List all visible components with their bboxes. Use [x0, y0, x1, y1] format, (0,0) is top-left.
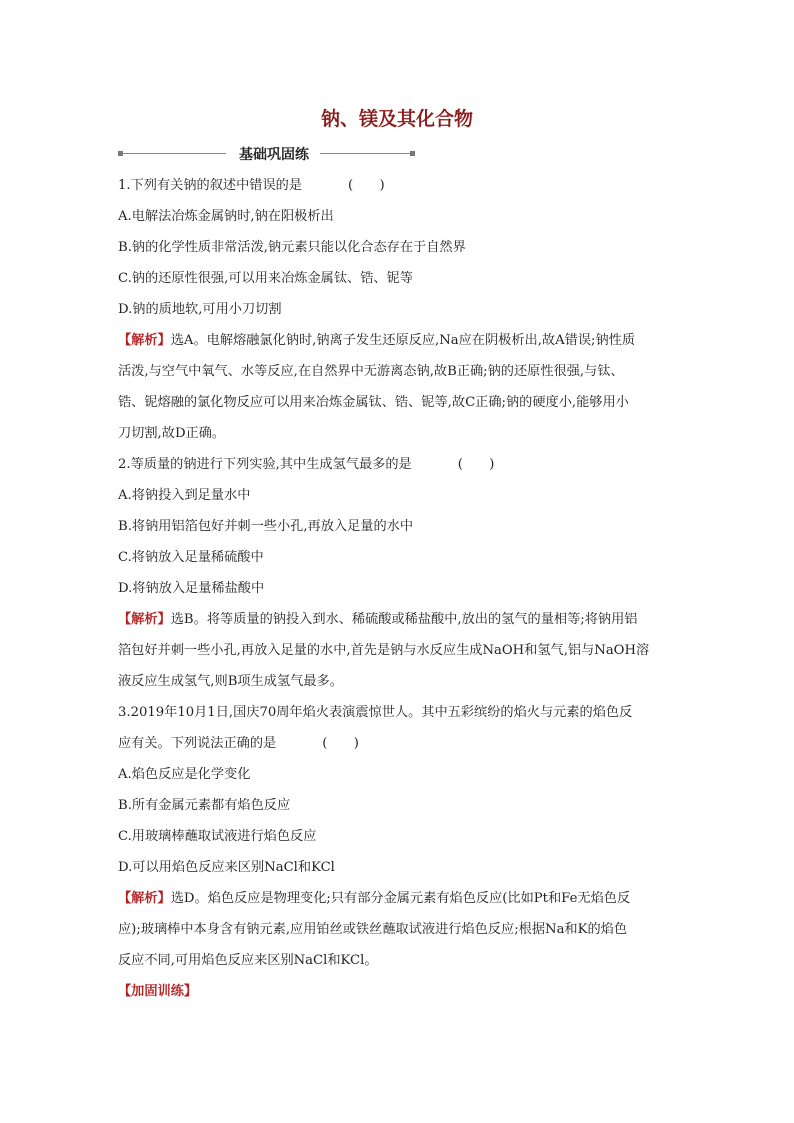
question-3-analysis-line — [118, 883, 684, 914]
question-3-option-d: D.可以用焰色反应来区别NaCl和KCl — [118, 860, 335, 875]
question-2-option-d: D.将钠放入足量稀盐酸中 — [118, 581, 265, 596]
question-1-option-b: B.钠的化学性质非常活泼,钠元素只能以化合态存在于自然界 — [118, 240, 466, 255]
reinforce-label: 【加固训练】 — [118, 984, 198, 999]
question-3-analysis-line: 反应不同,可用焰色反应来区别NaCl和KCl。 — [118, 953, 378, 968]
page-title: 钠、镁及其化合物 — [320, 108, 473, 130]
question-1-analysis-line: 活泼,与空气中氧气、水等反应,在自然界中无游离态钠,故B正确;钠的还原性很强,与钛、 — [118, 364, 624, 379]
question-3-option-c: C.用玻璃棒蘸取试液进行焰色反应 — [118, 829, 317, 844]
question-2-option-c: C.将钠放入足量稀硫酸中 — [118, 550, 264, 565]
section-header — [118, 144, 416, 164]
question-stem-text: 应有关。下列说法正确的是 — [118, 736, 277, 751]
question-1-option-d: D.钠的质地软,可用小刀切割 — [118, 302, 282, 317]
question-2-analysis-line: 液反应生成氢气,则B项生成氢气最多。 — [118, 674, 343, 689]
question-1-analysis-line: 刀切割,故D正确。 — [118, 426, 226, 441]
question-1-stem — [118, 170, 684, 201]
question-2-option-b: B.将钠用铝箔包好并刺一些小孔,再放入足量的水中 — [118, 519, 414, 534]
question-3-analysis-line: 应);玻璃棒中本身含有钠元素,应用铂丝或铁丝蘸取试液进行焰色反应;根据Na和K的焰色 — [118, 922, 628, 937]
question-1-analysis-line: 锆、铌熔融的氯化物反应可以用来冶炼金属钛、锆、铌等,故C正确;钠的硬度小,能够用小 — [118, 395, 629, 410]
answer-bracket: ( ) — [348, 178, 385, 193]
answer-bracket: ( ) — [457, 457, 495, 472]
section-right-dot — [410, 151, 415, 156]
question-1-option-a: A.电解法冶炼金属钠时,钠在阳极析出 — [118, 209, 334, 224]
question-3-stem: 3.2019年10月1日,国庆70周年焰火表演震惊世人。其中五彩缤纷的焰火与元素的焰色反 — [118, 705, 633, 720]
question-2-analysis-line: 箔包好并刺一些小孔,再放入足量的水中,首先是钠与水反应生成NaOH和氢气,铝与NaOH溶 — [118, 643, 650, 658]
question-list — [118, 170, 684, 1007]
analysis-tag: 【解析】 — [118, 612, 171, 627]
question-stem-text: 1.下列有关钠的叙述中错误的是 — [118, 178, 303, 193]
question-3-option-b: B.所有金属元素都有焰色反应 — [118, 798, 291, 813]
question-2-stem — [118, 449, 684, 480]
question-stem-text: 2.等质量的钠进行下列实验,其中生成氢气最多的是 — [118, 457, 412, 472]
analysis-text: 选B。将等质量的钠投入到水、稀硫酸或稀盐酸中,放出的氢气的量相等;将钠用铝 — [170, 612, 638, 627]
question-2-analysis-line — [118, 604, 684, 635]
section-left-rule — [122, 153, 226, 154]
analysis-tag: 【解析】 — [118, 891, 171, 906]
question-3-stem — [118, 728, 684, 759]
analysis-text: 选A。电解熔融氯化钠时,钠离子发生还原反应,Na应在阴极析出,故A错误;钠性质 — [170, 333, 636, 348]
question-2-option-a: A.将钠投入到足量水中 — [118, 488, 251, 503]
answer-bracket: ( ) — [322, 736, 359, 751]
analysis-text: 选D。焰色反应是物理变化;只有部分金属元素有焰色反应(比如Pt和Fe无焰色反 — [170, 891, 631, 906]
question-1-option-c: C.钠的还原性很强,可以用来冶炼金属钛、锆、铌等 — [118, 271, 413, 286]
question-1-analysis-line — [118, 325, 684, 356]
section-right-rule — [320, 153, 410, 154]
analysis-tag: 【解析】 — [118, 333, 171, 348]
question-3-option-a: A.焰色反应是化学变化 — [118, 767, 251, 782]
reinforce-heading — [118, 976, 684, 1007]
section-title: 基础巩固练 — [239, 147, 309, 163]
